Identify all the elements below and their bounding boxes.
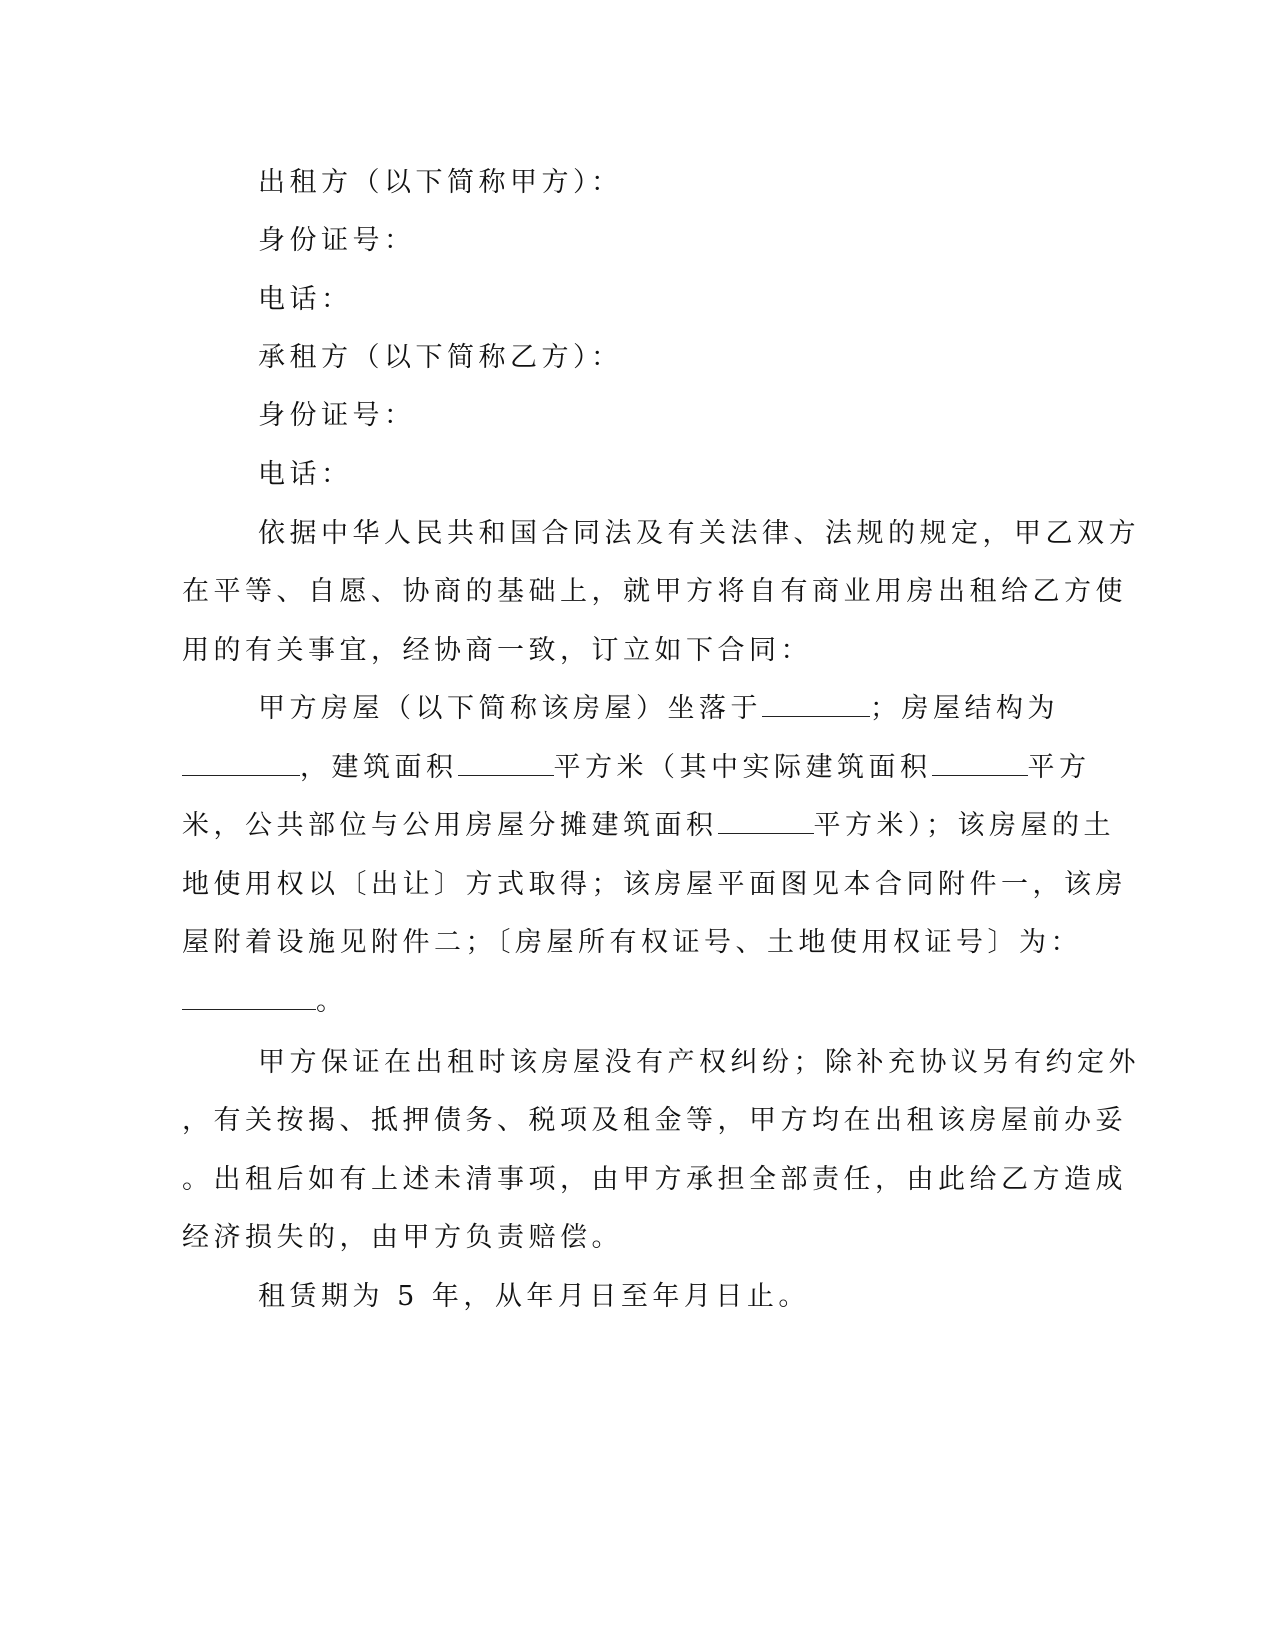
- area-blank: [458, 751, 554, 776]
- property-paragraph-line: [258, 692, 1059, 726]
- lessee-field: 承租方（以下简称乙方）：: [258, 342, 623, 373]
- lessor-id-field: 身份证号：: [258, 225, 416, 256]
- lessee-phone-field: 电话：: [258, 459, 353, 490]
- property-paragraph-line: [182, 751, 1091, 785]
- intro-paragraph-line: 在平等、自愿、协商的基础上，就甲方将自有商业用房出租给乙方使: [182, 576, 1127, 607]
- shared-area-label: 米，公共部位与公用房屋分摊建筑面积: [182, 810, 718, 841]
- property-paragraph-line: 屋附着设施见附件二；〔房屋所有权证号、土地使用权证号〕为：: [182, 927, 1082, 958]
- warranty-paragraph-line: 甲方保证在出租时该房屋没有产权纠纷；除补充协议另有约定外: [258, 1047, 1140, 1078]
- structure-label: ；房屋结构为: [870, 693, 1059, 724]
- warranty-paragraph-line: ，有关按揭、抵押债务、税项及租金等，甲方均在出租该房屋前办妥: [182, 1105, 1127, 1136]
- warranty-paragraph-line: 经济损失的，由甲方负责赔偿。: [182, 1222, 623, 1253]
- property-location-label: 甲方房屋（以下简称该房屋）坐落于: [258, 693, 762, 724]
- land-label: 平方米）；该房屋的土: [813, 810, 1115, 841]
- property-paragraph-line: [182, 809, 1115, 843]
- property-paragraph-line: 地使用权以〔出让〕方式取得；该房屋平面图见本合同附件一，该房: [182, 869, 1127, 900]
- shared-area-blank: [718, 809, 814, 834]
- lease-term-line: 租赁期为 5 年，从年月日至年月日止。: [258, 1281, 810, 1312]
- lessee-id-field: 身份证号：: [258, 400, 416, 431]
- certificate-blank: [182, 985, 316, 1010]
- lessor-field: 出租方（以下简称甲方）：: [258, 167, 623, 198]
- lessor-phone-field: 电话：: [258, 284, 353, 315]
- location-blank: [762, 692, 870, 717]
- actual-area-blank: [932, 751, 1028, 776]
- warranty-paragraph-line: 。出租后如有上述未清事项，由甲方承担全部责任，由此给乙方造成: [182, 1164, 1127, 1195]
- property-paragraph-line: [182, 985, 348, 1019]
- area-label: ，建筑面积: [300, 752, 458, 783]
- intro-paragraph-line: 依据中华人民共和国合同法及有关法律、法规的规定，甲乙双方: [258, 518, 1140, 549]
- intro-paragraph-line: 用的有关事宜，经协商一致，订立如下合同：: [182, 635, 812, 666]
- actual-area-label: 平方米（其中实际建筑面积: [553, 752, 932, 783]
- square-label: 平方: [1027, 752, 1091, 783]
- period-mark: 。: [316, 986, 348, 1017]
- structure-blank: [182, 751, 300, 776]
